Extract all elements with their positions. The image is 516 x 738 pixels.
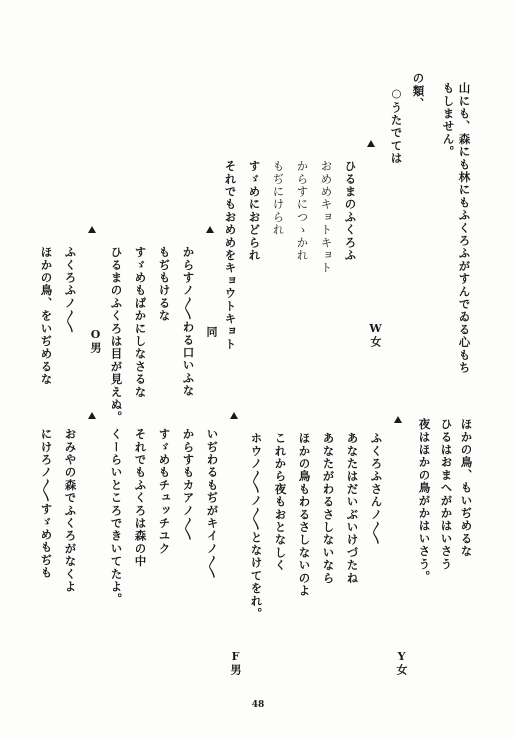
verse-line: ふくろふノ〱	[63, 246, 78, 334]
verse-line: ひるまのふくろふ	[343, 160, 358, 262]
verse-line: これから夜もおとなしく	[273, 432, 288, 572]
singer-f-man: F男	[229, 650, 242, 676]
verse-line: もぢにけられ	[271, 160, 286, 237]
verse-line: ホウノ〱ノ〱となけてをれ。	[249, 432, 264, 621]
verse-line: からすにつゝかれ	[295, 160, 310, 262]
triangle-marker-6	[88, 412, 96, 419]
prose-line-2: もしません。	[441, 82, 456, 159]
song-header: ○うたでては	[389, 86, 404, 165]
triangle-marker-3	[88, 226, 96, 233]
kind-label: の類、	[411, 72, 426, 111]
verse-line: 夜はほかの鳥がかはいさう。	[417, 418, 432, 584]
singer-o-man: O男	[89, 328, 102, 354]
verse-line: ふくろふさんノ〱	[369, 432, 384, 546]
verse-line: すゞめもばかにしなさるな	[133, 246, 148, 399]
verse-line: いぢわるもぢがキイノ〱	[205, 428, 220, 580]
singer-same: 同	[205, 326, 218, 338]
singer-y-woman: Y女	[395, 650, 408, 676]
verse-line: おめめキョトキョト	[319, 160, 334, 275]
triangle-marker-2	[206, 226, 214, 233]
verse-line: にけろノ〱すゞめもぢも	[39, 428, 54, 580]
verse-line: ほかの鳥、をいぢめるな	[39, 246, 54, 386]
verse-line: ひるはおまへがかはいさう	[439, 418, 454, 571]
verse-line: すゞめもチュッチユク	[157, 428, 172, 555]
triangle-marker-5	[230, 412, 238, 419]
verse-line: くーらいところできいてたよ。	[109, 428, 124, 606]
prose-line-1: 山にも、森にも林にもふくろふがすんでゐる心もち	[457, 82, 472, 375]
verse-line: それでもふくろは森の中	[133, 428, 148, 568]
verse-line: すゞめにおどられ	[247, 160, 262, 262]
singer-w-woman: W女	[369, 322, 382, 348]
verse-line: それでもおめめをキョウトキョト	[223, 160, 238, 351]
verse-line: ほかの鳥もわるさしないのよ	[297, 432, 312, 598]
verse-line: あなたはだいぶいけづたね	[345, 432, 360, 585]
verse-line: もぢもけるな	[157, 246, 172, 323]
triangle-marker-1	[367, 140, 375, 147]
page-number: 48	[251, 700, 265, 710]
triangle-marker-4	[394, 416, 402, 423]
verse-line: ひるまのふくろは目が見えぬ。	[109, 246, 124, 424]
verse-line: おみやの森でふくろがなくよ	[63, 428, 78, 594]
verse-line: からすもカアノ〱	[181, 428, 196, 542]
verse-line: からすノ〱わる口いふな	[181, 246, 196, 398]
verse-line: ほかの鳥、もいぢめるな	[459, 418, 474, 558]
verse-line: あなたがわるさしないなら	[321, 432, 336, 585]
